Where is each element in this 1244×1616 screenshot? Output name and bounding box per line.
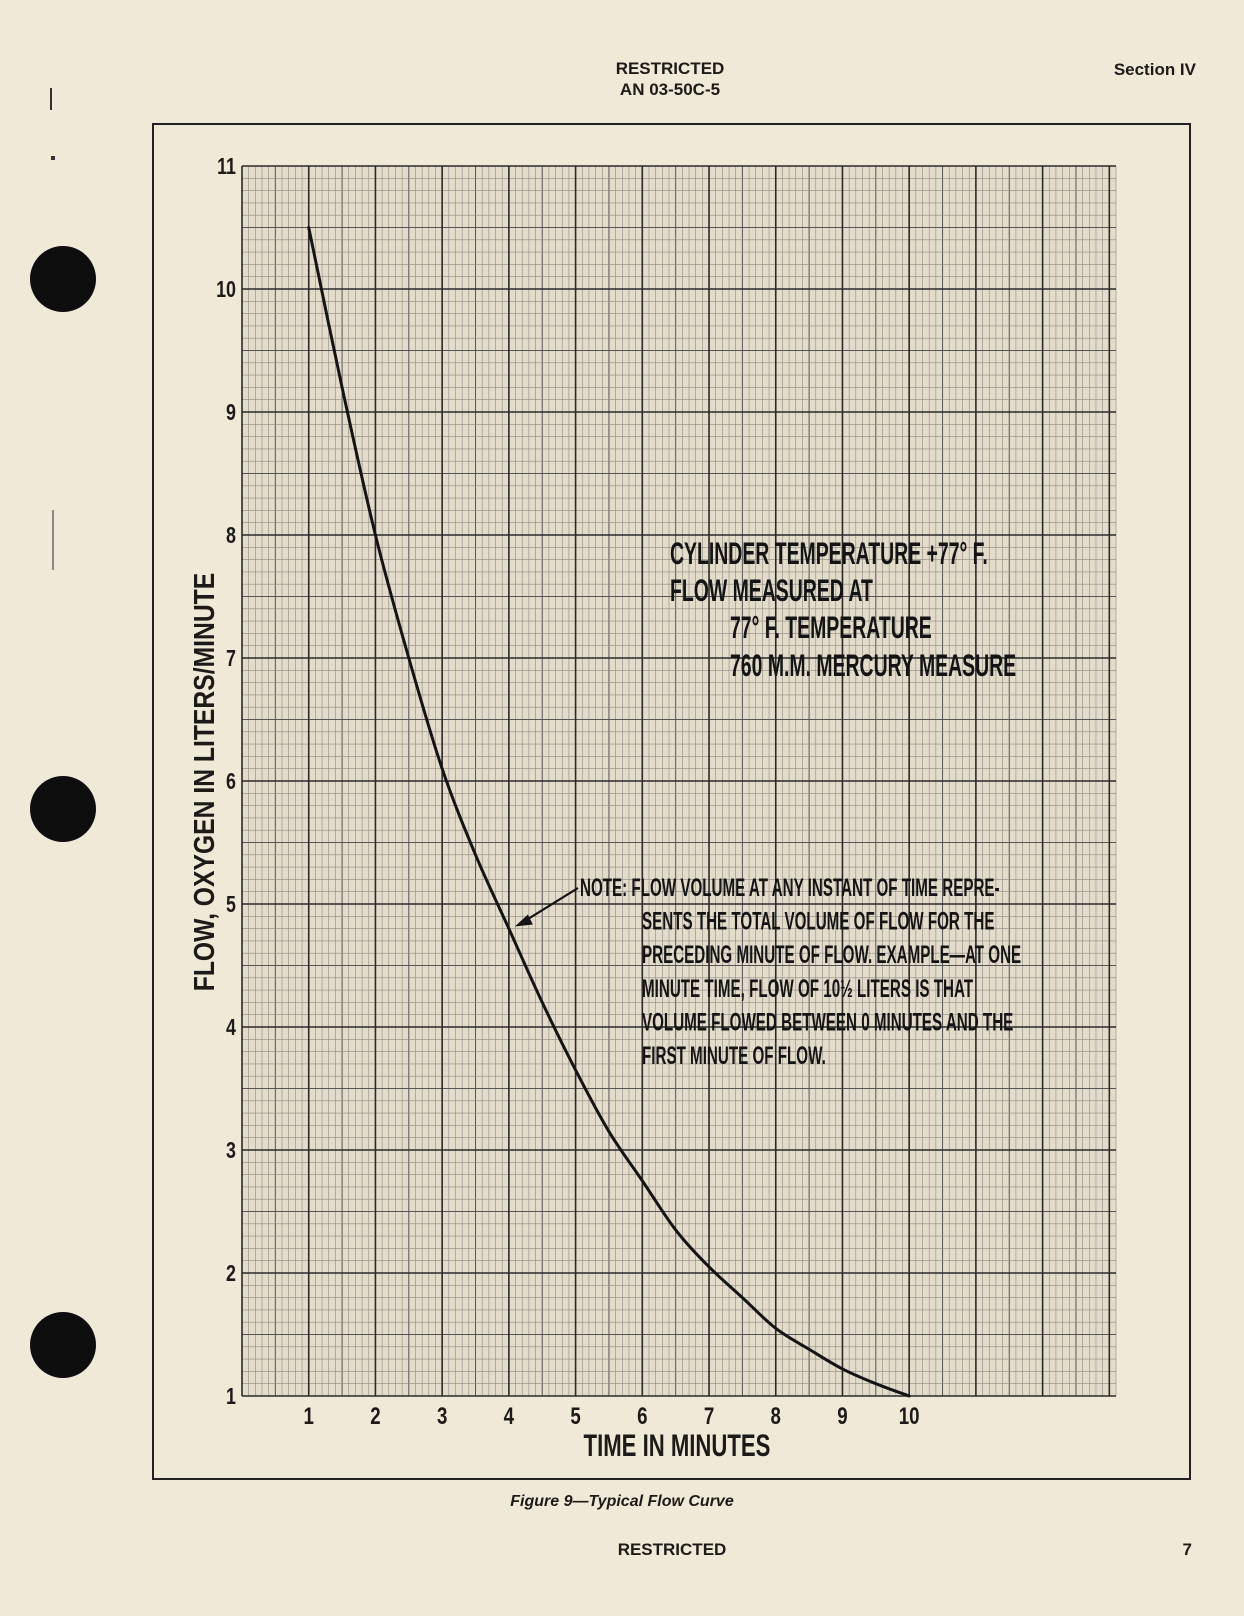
y-tick-label: 6 xyxy=(226,768,237,795)
temperature-annotation-line: 77° F. TEMPERATURE xyxy=(729,611,932,646)
x-tick-label: 4 xyxy=(503,1401,515,1430)
y-tick-label: 4 xyxy=(226,1014,237,1041)
x-tick-label: 10 xyxy=(898,1401,920,1430)
x-tick-label: 7 xyxy=(703,1401,715,1430)
header-classification: RESTRICTED xyxy=(615,59,725,78)
x-tick-label: 3 xyxy=(436,1401,448,1430)
x-tick-labels xyxy=(304,1402,920,1430)
footer-classification: RESTRICTED xyxy=(617,1540,727,1559)
note-annotation-line: NOTE: FLOW VOLUME AT ANY INSTANT OF TIME REPRE- xyxy=(580,874,1000,903)
y-tick-label: 7 xyxy=(226,645,237,672)
y-tick-label: 5 xyxy=(226,891,237,918)
figure-caption: Figure 9—Typical Flow Curve xyxy=(510,1493,734,1510)
note-annotation-line: PRECEDING MINUTE OF FLOW. EXAMPLE—AT ONE xyxy=(642,941,1022,970)
y-tick-label: 10 xyxy=(216,276,237,303)
x-tick-label: 6 xyxy=(637,1401,648,1430)
x-tick-label: 5 xyxy=(570,1401,581,1430)
note-annotation-line: FIRST MINUTE OF FLOW. xyxy=(642,1042,826,1071)
header-doc-number: AN 03-50C-5 xyxy=(619,80,721,99)
note-annotation-line: VOLUME FLOWED BETWEEN 0 MINUTES AND THE xyxy=(642,1008,1014,1037)
x-tick-label: 2 xyxy=(370,1401,381,1430)
y-tick-label: 1 xyxy=(226,1383,237,1410)
note-annotation-line: SENTS THE TOTAL VOLUME OF FLOW FOR THE xyxy=(642,907,995,936)
y-tick-label: 2 xyxy=(226,1260,237,1287)
footer-page-number: 7 xyxy=(1182,1540,1192,1559)
x-tick-label: 1 xyxy=(303,1401,314,1430)
y-tick-label: 3 xyxy=(226,1137,237,1164)
x-tick-label: 8 xyxy=(770,1401,781,1430)
y-tick-label: 8 xyxy=(226,522,237,549)
header-section: Section IV xyxy=(1113,60,1196,79)
note-annotation-line: MINUTE TIME, FLOW OF 10½ LITERS IS THAT xyxy=(642,974,974,1003)
temperature-annotation-line: CYLINDER TEMPERATURE +77° F. xyxy=(670,537,988,572)
temperature-annotation-line: 760 M.M. MERCURY MEASURE xyxy=(729,649,1017,684)
y-tick-label: 9 xyxy=(226,399,237,426)
x-axis-label: TIME IN MINUTES xyxy=(583,1428,771,1463)
temperature-annotation-line: FLOW MEASURED AT xyxy=(670,574,873,609)
y-tick-label: 11 xyxy=(217,153,237,180)
y-axis-label: FLOW, OXYGEN IN LITERS/MINUTE xyxy=(188,572,221,992)
x-tick-label: 9 xyxy=(837,1401,848,1430)
